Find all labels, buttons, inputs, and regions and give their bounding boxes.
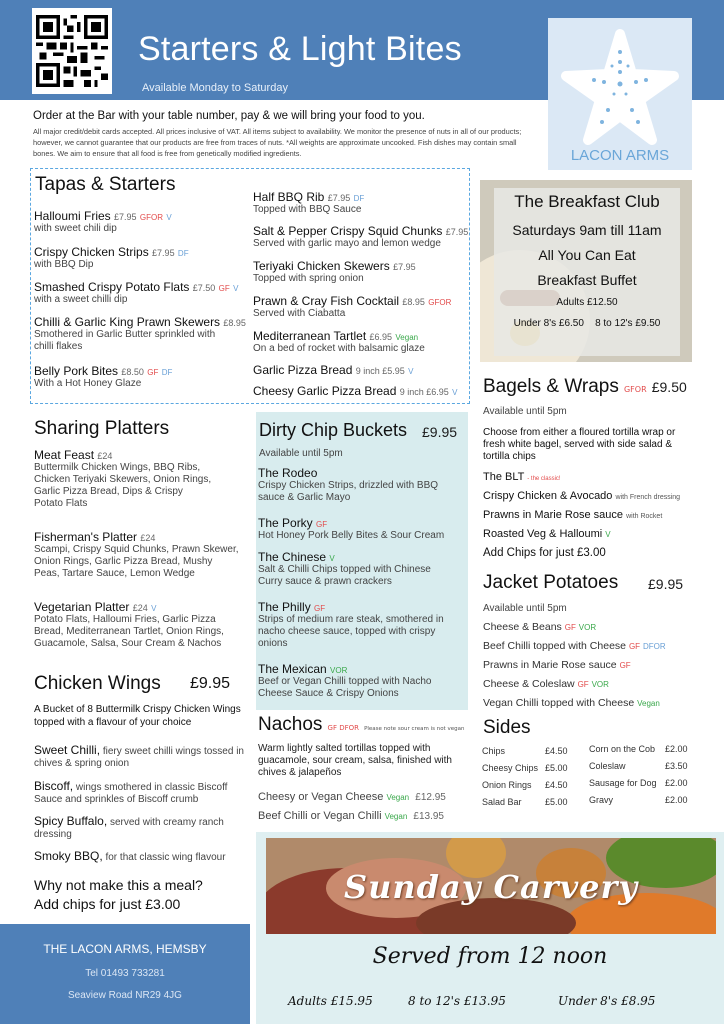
qr-code[interactable] <box>32 8 112 94</box>
menu-item: Meat Feast £24 Buttermilk Chicken Wings, BBQ Ribs, Chicken Teriyaki Skewers, Onion Rings, Garlic Pizza Bread, Dips & Crispy Potato Flats <box>34 448 212 509</box>
menu-item: The Philly GF Strips of medium rare steak, smothered in nacho cheese sauce, topped with crispy onions <box>258 600 444 649</box>
starfish-icon <box>548 18 692 148</box>
menu-item: Salt & Pepper Crispy Squid Chunks £7.95 Served with garlic mayo and lemon wedge <box>253 224 469 249</box>
jacket-availability: Available until 5pm <box>483 603 567 614</box>
lacon-arms-logo <box>548 18 692 170</box>
allergen-disclaimer: All major credit/debit cards accepted. All prices inclusive of VAT. All items subject to availability. We monitor the presence of nuts in all of our products; however, we cannot guarantee that our products are free from traces of nuts. *All weights are approximate uncooked. Fish dishes may contain small bones. We aim to ensure that all food is free from genetically modified ingredients. <box>33 127 522 158</box>
side-price: £2.00 <box>665 744 688 754</box>
breakfast-line2: Breakfast Buffet <box>537 272 637 288</box>
side-price: £4.50 <box>545 746 568 756</box>
menu-item: The Mexican VOR Beef or Vegan Chilli topped with Nacho Cheese Sauce & Crispy Onions <box>258 662 432 699</box>
menu-item: The Rodeo Crispy Chicken Strips, drizzled with BBQ sauce & Garlic Mayo <box>258 466 439 503</box>
side-name: Sausage for Dog <box>589 778 657 788</box>
nachos-option-cheese: Cheesy or Vegan Cheese Vegan £12.95 <box>258 791 446 803</box>
menu-item: Mediterranean Tartlet £6.95 Vegan On a bed of rocket with balsamic glaze <box>253 329 425 354</box>
jacket-title: Jacket Potatoes <box>483 572 619 593</box>
bagels-chips-offer: Add Chips for just £3.00 <box>483 547 606 559</box>
jacket-item: Vegan Chilli topped with Cheese Vegan <box>483 697 660 709</box>
menu-item: Belly Pork Bites £8.50 GF DF With a Hot Honey Glaze <box>34 364 173 389</box>
jacket-item: Prawns in Marie Rose sauce GF <box>483 659 631 671</box>
side-name: Coleslaw <box>589 761 626 771</box>
carvery-title: Sunday Carvery <box>344 868 638 906</box>
wings-price: £9.95 <box>190 675 231 692</box>
nachos-header: Nachos GF DFOR Please note sour cream is not vegan <box>258 714 465 735</box>
jacket-item: Cheese & Beans GF VOR <box>483 621 597 633</box>
pub-address: Seaview Road NR29 4JG <box>68 990 182 1001</box>
breakfast-info <box>494 188 680 356</box>
menu-item: Crispy Chicken Strips £7.95 DF with BBQ Dip <box>34 245 189 270</box>
footer-contact <box>0 924 250 1024</box>
wings-intro: A Bucket of 8 Buttermilk Crispy Chicken Wings topped with a flavour of your choice <box>34 704 241 728</box>
bagel-item: Roasted Veg & Halloumi V <box>483 528 611 540</box>
page-title: Starters & Light Bites <box>138 30 462 68</box>
order-instructions: Order at the Bar with your table number, pay & we will bring your food to you. <box>33 110 425 122</box>
side-name: Onion Rings <box>482 780 532 790</box>
bagel-item: Prawns in Marie Rose sauce with Rocket <box>483 509 663 521</box>
side-name: Corn on the Cob <box>589 744 656 754</box>
dirty-availability: Available until 5pm <box>259 448 343 459</box>
wings-title: Chicken Wings <box>34 673 161 694</box>
breakfast-line1: All You Can Eat <box>538 247 636 263</box>
side-price: £3.50 <box>665 761 688 771</box>
breakfast-time: Saturdays 9am till 11am <box>512 222 662 238</box>
menu-item: Teriyaki Chicken Skewers £7.95 Topped with spring onion <box>253 259 416 284</box>
side-price: £2.00 <box>665 795 688 805</box>
side-name: Gravy <box>589 795 614 805</box>
menu-item: Biscoff, wings smothered in classic Biscoff Sauce and sprinkles of Biscoff crumb <box>34 779 228 805</box>
nachos-desc: Warm lightly salted tortillas topped with guacamole, sour cream, salsa, finished with chives & jalapeños <box>258 743 452 778</box>
dirty-price: £9.95 <box>422 424 458 440</box>
bagels-availability: Available until 5pm <box>483 406 567 417</box>
bagel-item: Crispy Chicken & Avocado with French dressing <box>483 490 681 502</box>
sides-title: Sides <box>483 717 531 738</box>
pub-name: THE LACON ARMS, HEMSBY <box>43 942 207 956</box>
side-price: £2.00 <box>665 778 688 788</box>
bagel-item: The BLT - the classic! <box>483 471 561 483</box>
menu-item: Fisherman's Platter £24 Scampi, Crispy Squid Chunks, Prawn Skewer, Onion Rings, Garlic Pizza Bread, Mushy Peas, Tartare Sauce, Lemon Wedge <box>34 530 239 579</box>
menu-item: Half BBQ Rib £7.95 DF Topped with BBQ Sauce <box>253 190 365 215</box>
menu-item: Chilli & Garlic King Prawn Skewers £8.95 Smothered in Garlic Butter sprinkled with chilli flakes <box>34 315 246 352</box>
order-info <box>33 110 533 159</box>
qr-code-icon <box>36 12 108 90</box>
menu-item: Garlic Pizza Bread 9 inch £5.95 V <box>253 363 414 377</box>
breakfast-title: The Breakfast Club <box>514 192 660 211</box>
carvery-adult-price: Adults £15.95 <box>288 994 373 1008</box>
menu-item: The Porky GF Hot Honey Pork Belly Bites & Sour Cream <box>258 516 445 541</box>
carvery-served-time: Served from 12 noon <box>372 944 608 969</box>
menu-item: Sweet Chilli, fiery sweet chilli wings tossed in chives & spring onion <box>34 743 244 769</box>
menu-item: Smoky BBQ, for that classic wing flavour <box>34 849 226 863</box>
jacket-item: Cheese & Coleslaw GF VOR <box>483 678 609 690</box>
side-price: £5.00 <box>545 763 568 773</box>
breakfast-adults-price: Adults £12.50 <box>556 297 618 308</box>
menu-item: Smashed Crispy Potato Flats £7.50 GF V with a sweet chilli dip <box>34 280 239 305</box>
wings-meal-offer: Why not make this a meal? Add chips for just £3.00 <box>34 877 203 912</box>
jacket-item: Beef Chilli topped with Cheese GF DFOR <box>483 640 666 652</box>
carvery-food-image <box>266 838 716 934</box>
pub-phone[interactable]: Tel 01493 733281 <box>85 968 165 979</box>
menu-item: Prawn & Cray Fish Cocktail £8.95 GFOR Served with Ciabatta <box>253 294 452 319</box>
breakfast-club-panel <box>480 180 692 362</box>
sunday-carvery-panel <box>256 832 724 1024</box>
tapas-title: Tapas & Starters <box>35 174 176 195</box>
nachos-option-chilli: Beef Chilli or Vegan Chilli Vegan £13.95 <box>258 810 444 822</box>
breakfast-child-prices: Under 8's £6.50 8 to 12's £9.50 <box>513 318 661 329</box>
jacket-price: £9.95 <box>648 576 684 592</box>
menu-item: Cheesy Garlic Pizza Bread 9 inch £6.95 V <box>253 384 458 398</box>
bagels-desc: Choose from either a floured tortilla wrap or fresh white bagel, served with side salad & tortilla chips <box>483 427 676 462</box>
side-name: Chips <box>482 746 506 756</box>
bagels-header: Bagels & Wraps GFOR £9.50 <box>483 376 687 397</box>
menu-item: Spicy Buffalo, served with creamy ranch dressing <box>34 814 224 840</box>
side-price: £5.00 <box>545 797 568 807</box>
page-subtitle: Available Monday to Saturday <box>142 82 288 94</box>
menu-item: Halloumi Fries £7.95 GFOR V with sweet chili dip <box>34 209 172 234</box>
menu-item: The Chinese V Salt & Chilli Chips topped with Chinese Curry sauce & prawn crackers <box>258 550 431 587</box>
sharing-title: Sharing Platters <box>34 418 170 439</box>
menu-item: Vegetarian Platter £24 V Potato Flats, Halloumi Fries, Garlic Pizza Bread, Mediterranean Tartlet, Onion Rings, Guacamole, Salsa, Sour Cream & Nachos <box>34 600 224 649</box>
side-price: £4.50 <box>545 780 568 790</box>
dirty-title: Dirty Chip Buckets <box>259 420 408 440</box>
side-name: Cheesy Chips <box>482 763 539 773</box>
logo-text: LACON ARMS <box>570 147 670 164</box>
carvery-under8-price: Under 8's £8.95 <box>558 994 656 1008</box>
carvery-8to12-price: 8 to 12's £13.95 <box>408 994 506 1008</box>
side-name: Salad Bar <box>482 797 522 807</box>
